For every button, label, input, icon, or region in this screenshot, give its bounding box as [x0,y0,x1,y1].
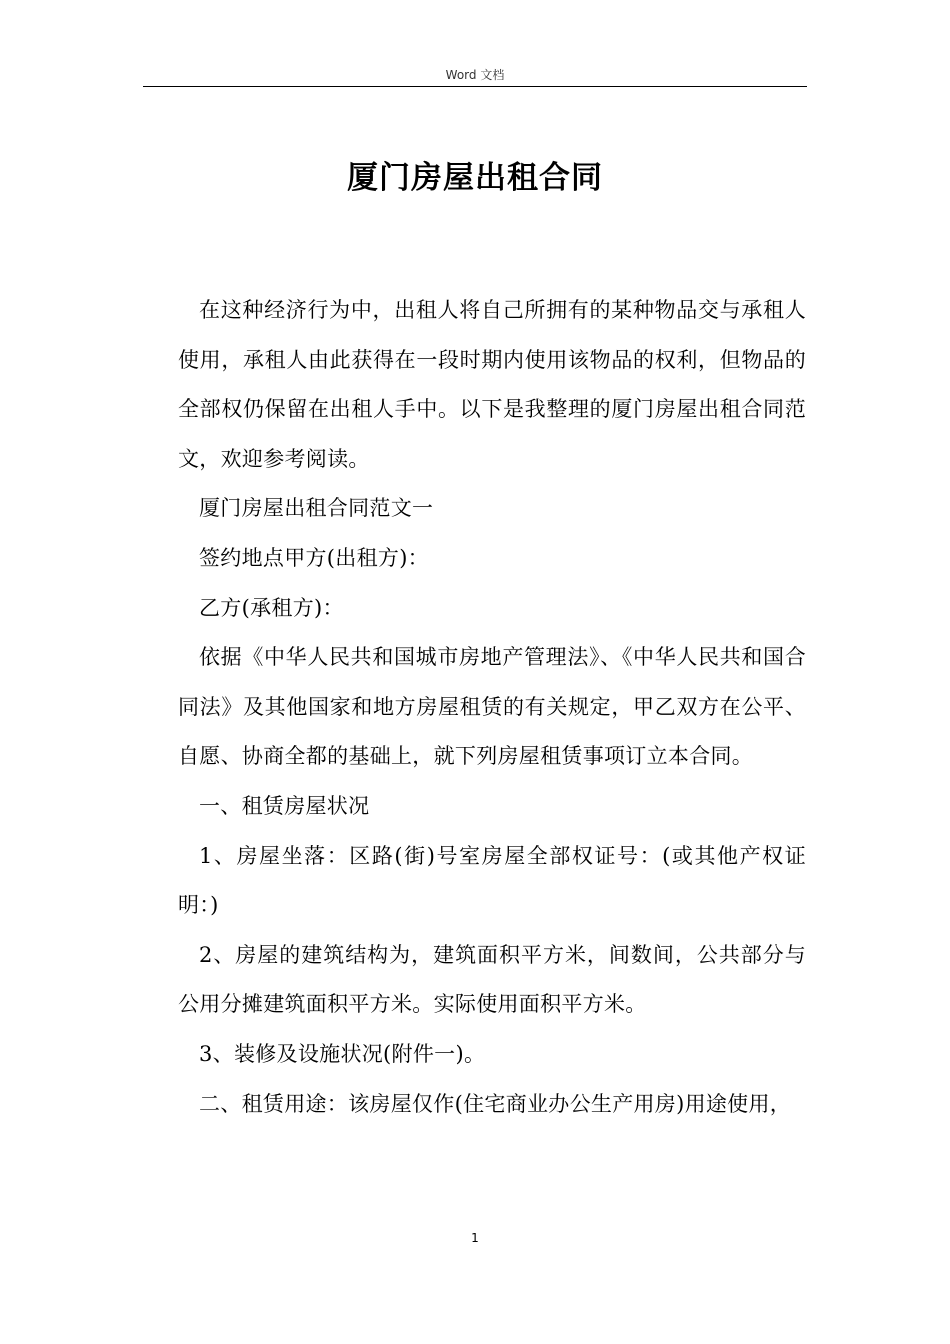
paragraph-item-1: 1、房屋坐落：区路(街)号室房屋全部权证号：(或其他产权证明：) [178,843,806,918]
paragraph-intro: 在这种经济行为中，出租人将自己所拥有的某种物品交与承租人使用，承租人由此获得在一段时期内使用该物品的权利，但物品的全部权仍保留在出租人手中。以下是我整理的厦门房屋出租合同范文，欢迎参考阅读。 [178,298,806,471]
header-divider [143,86,807,87]
paragraph-party-b: 乙方(承租方)： [199,595,344,620]
document-title: 厦门房屋出租合同 [347,160,603,196]
page-number: 1 [471,1231,479,1245]
paragraph-section-2: 二、租赁用途：该房屋仅作(住宅商业办公生产用房)用途使用， [199,1091,792,1116]
page-header: Word 文档 [445,68,505,82]
paragraph-legal-basis: 依据《中华人民共和国城市房地产管理法》、《中华人民共和国合同法》及其他国家和地方房屋租赁的有关规定，甲乙双方在公平、自愿、协商全都的基础上，就下列房屋租赁事项订立本合同。 [178,645,806,769]
document-body [178,286,806,1129]
paragraph-party-a: 签约地点甲方(出租方)： [199,545,429,570]
paragraph-sample-heading: 厦门房屋出租合同范文一 [199,496,434,521]
paragraph-item-3: 3、装修及设施状况(附件一)。 [199,1041,486,1066]
paragraph-item-2: 2、房屋的建筑结构为，建筑面积平方米，间数间，公共部分与公用分摊建筑面积平方米。实际使用面积平方米。 [178,942,806,1017]
paragraph-section-1: 一、租赁房屋状况 [199,793,370,818]
